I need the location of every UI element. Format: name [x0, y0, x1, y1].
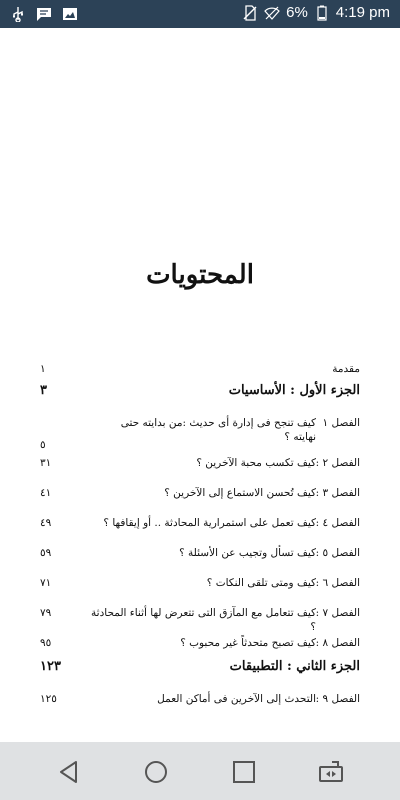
recents-icon[interactable]: [231, 759, 257, 785]
toc-part-heading: الجزء الثاني : التطبيقات: [229, 659, 360, 674]
toc-page-number: ٤١: [40, 487, 52, 499]
back-icon[interactable]: [56, 759, 82, 785]
toc-label: الفصل ٧ :: [315, 607, 360, 619]
toc-title: كيف تُحسن الاستماع إلى الآخرين ؟: [164, 487, 316, 499]
status-bar: [0, 0, 400, 28]
toc-label: الفصل ٦ :: [315, 577, 360, 589]
page-title: المحتويات: [146, 260, 254, 290]
toc-title: كيف ومتى تلقى النكات ؟: [206, 577, 316, 589]
no-sim-icon: [242, 5, 258, 21]
toc-page-number: ٩٥: [40, 637, 52, 649]
toc-page-number: ٧٩: [40, 607, 52, 619]
toc-page-number: ٧١: [40, 577, 52, 589]
toc-page-number: ١٢٣: [40, 659, 61, 674]
document-page: [0, 28, 400, 742]
toc-title: كيف تسأل وتجيب عن الأسئلة ؟: [179, 547, 316, 559]
toc-page-number: ٤٩: [40, 517, 52, 529]
toc-page-number: ٥٩: [40, 547, 52, 559]
battery-icon: [314, 5, 330, 21]
toc-label: الفصل ٥ :: [315, 547, 360, 559]
toc-label: الفصل ٢ :: [315, 457, 360, 469]
toc-title: التحدث إلى الآخرين فى أماكن العمل: [157, 693, 316, 705]
clock: 4:19 pm: [335, 4, 390, 21]
toc-title: كيف تكسب محبة الآخرين ؟: [196, 457, 316, 469]
wifi-icon: [264, 5, 280, 21]
toc-title: كيف تنجح فى إدارة أى حديث :من بدايته حتى نهايته ؟: [120, 417, 316, 443]
navigation-bar: [0, 742, 400, 800]
message-icon: [36, 6, 52, 22]
image-icon: [62, 6, 78, 22]
toc-page-number: ١٢٥: [40, 693, 57, 705]
battery-percent: 6%: [286, 4, 308, 21]
toc-label: الفصل ١: [322, 417, 360, 429]
home-icon[interactable]: [143, 759, 169, 785]
toc-page-number: ٣١: [40, 457, 52, 469]
toc-page-number: ١: [40, 363, 46, 375]
toc-title: كيف تعمل على استمرارية المحادثة .. أو إيقافها ؟: [103, 517, 316, 529]
toc-title: كيف تصبح متحدثاً غير محبوب ؟: [180, 637, 316, 649]
toc-page-number: ٣: [40, 383, 47, 398]
toc-label: الفصل ٩ :: [315, 693, 360, 705]
toc-part-heading: الجزء الأول : الأساسيات: [228, 383, 360, 398]
usb-icon: [10, 6, 26, 22]
toc-title: كيف تتعامل مع المآزق التى تتعرض لها أثناء المحادثة ؟: [91, 607, 316, 633]
toc-label: مقدمة: [332, 363, 360, 375]
toc-label: الفصل ٣ :: [315, 487, 360, 499]
toc-label: الفصل ٤ :: [315, 517, 360, 529]
toc-page-number: ٥: [40, 439, 46, 451]
screen-rotate-icon[interactable]: [318, 759, 344, 785]
toc-label: الفصل ٨ :: [315, 637, 360, 649]
